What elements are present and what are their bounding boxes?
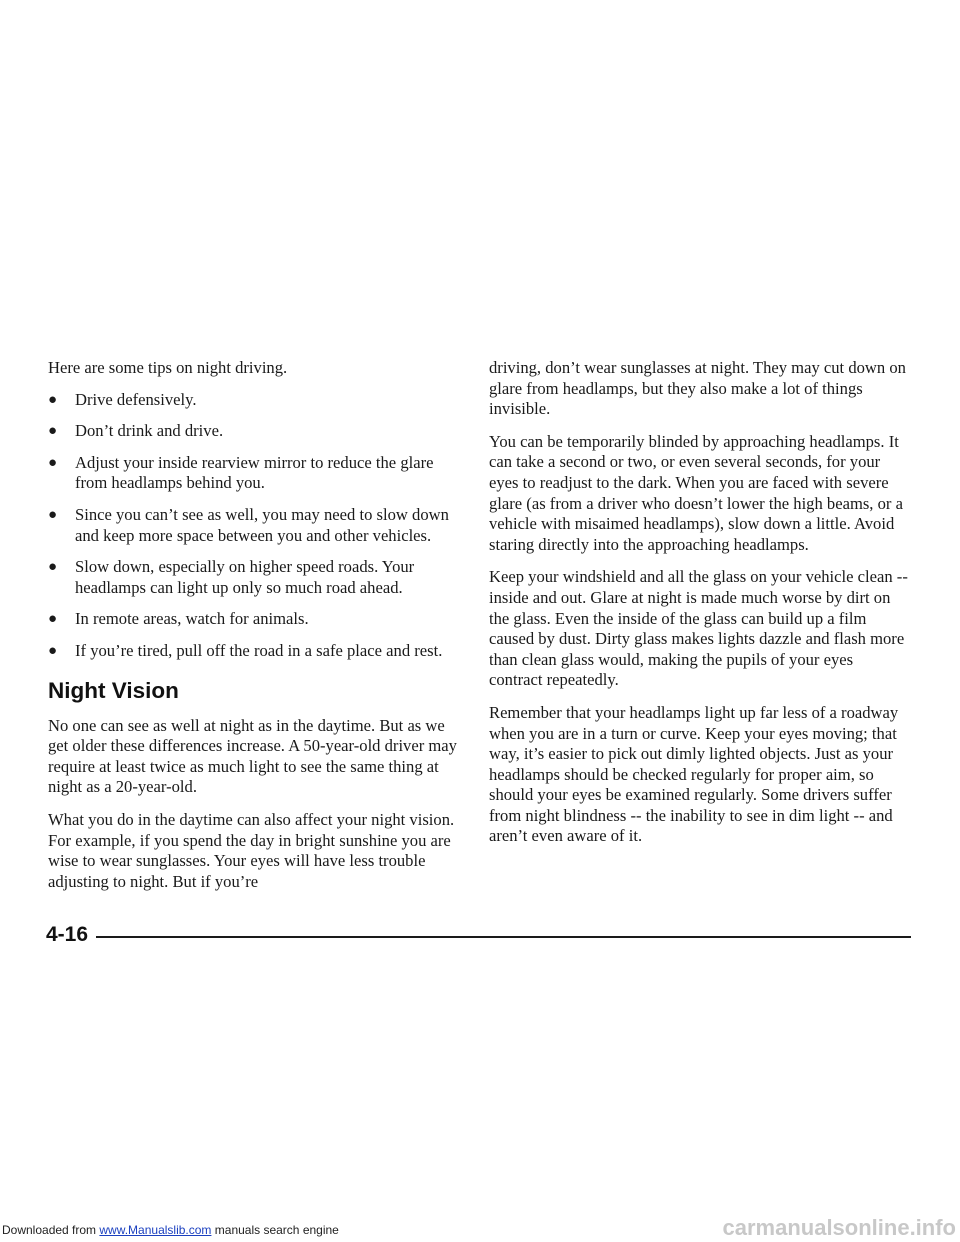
tip-text: Adjust your inside rearview mirror to reduce the glare from headlamps behind you. <box>75 452 434 493</box>
manualslib-link[interactable]: www.Manualslib.com <box>99 1223 212 1237</box>
list-item <box>48 421 466 442</box>
site-watermark: carmanualsonline.info <box>722 1215 956 1240</box>
bullet-icon: ● <box>48 391 58 408</box>
banner-prefix: Downloaded from <box>2 1223 100 1237</box>
tip-text: If you’re tired, pull off the road in a safe place and rest. <box>75 640 443 660</box>
list-item <box>48 390 466 411</box>
left-column <box>48 358 466 904</box>
tip-text: Since you can’t see as well, you may need to slow down and keep more space between you and other vehicles. <box>75 504 449 545</box>
bullet-icon: ● <box>48 423 58 440</box>
tip-text: Slow down, especially on higher speed roads. Your headlamps can light up only so much road ahead. <box>75 557 415 597</box>
list-item <box>48 641 466 662</box>
tips-intro: Here are some tips on night driving. <box>48 358 288 377</box>
right-column <box>489 358 909 859</box>
body-paragraph: Keep your windshield and all the glass on your vehicle clean -- inside and out. Glare at night is made much worse by dirt on the glass. Even the inside of the glass can build up a film caused by dust. Dirty glass makes lights dazzle and flash more than clean glass would, making the pupils of your eyes contract repeatedly. <box>489 567 908 690</box>
bullet-icon: ● <box>48 559 58 576</box>
body-paragraph: driving, don’t wear sunglasses at night. They may cut down on glare from headlamps, but they also make a lot of things invisible. <box>489 358 906 419</box>
bullet-icon: ● <box>48 454 58 471</box>
bullet-icon: ● <box>48 506 58 523</box>
banner-suffix: manuals search engine <box>211 1223 339 1237</box>
list-item <box>48 453 466 494</box>
tip-text: Don’t drink and drive. <box>75 421 224 441</box>
list-item <box>48 505 466 546</box>
body-paragraph: What you do in the daytime can also affect your night vision. For example, if you spend the day in bright sunshine you are wise to wear sunglasses. Your eyes will have less trouble adjusting to night. But if you’re <box>48 809 455 891</box>
tip-text: In remote areas, watch for animals. <box>75 609 309 629</box>
list-item <box>48 609 466 630</box>
page-footer <box>46 920 911 950</box>
night-driving-tips-list <box>48 390 466 662</box>
bullet-icon: ● <box>48 611 58 628</box>
download-banner <box>2 1222 339 1238</box>
footer-divider <box>96 936 911 938</box>
page-number: 4-16 <box>46 923 89 946</box>
bullet-icon: ● <box>48 642 58 659</box>
section-heading-night-vision: Night Vision <box>48 677 179 703</box>
body-paragraph: Remember that your headlamps light up far less of a roadway when you are in a turn or curve. Keep your eyes moving; that way, it’s easier to pick out dimly lighted objects. Just as your headlamps should be checked regularly for proper aim, so should your eyes be examined regularly. Some drivers suffer from night blindness -- the inability to see in dim light -- and aren’t even aware of it. <box>489 702 899 846</box>
body-paragraph: You can be temporarily blinded by approaching headlamps. It can take a second or two, or even several seconds, for your eyes to readjust to the dark. When you are faced with severe glare (as from a driver who doesn’t lower the high beams, or a vehicle with misaimed headlamps), slow down a little. Avoid staring directly into the approaching headlamps. <box>489 431 903 554</box>
body-paragraph: No one can see as well at night as in the daytime. But as we get older these differences increase. A 50-year-old driver may require at least twice as much light to see the same thing at night as a 20-year-old. <box>48 715 457 797</box>
list-item <box>48 557 466 598</box>
tip-text: Drive defensively. <box>75 389 197 409</box>
